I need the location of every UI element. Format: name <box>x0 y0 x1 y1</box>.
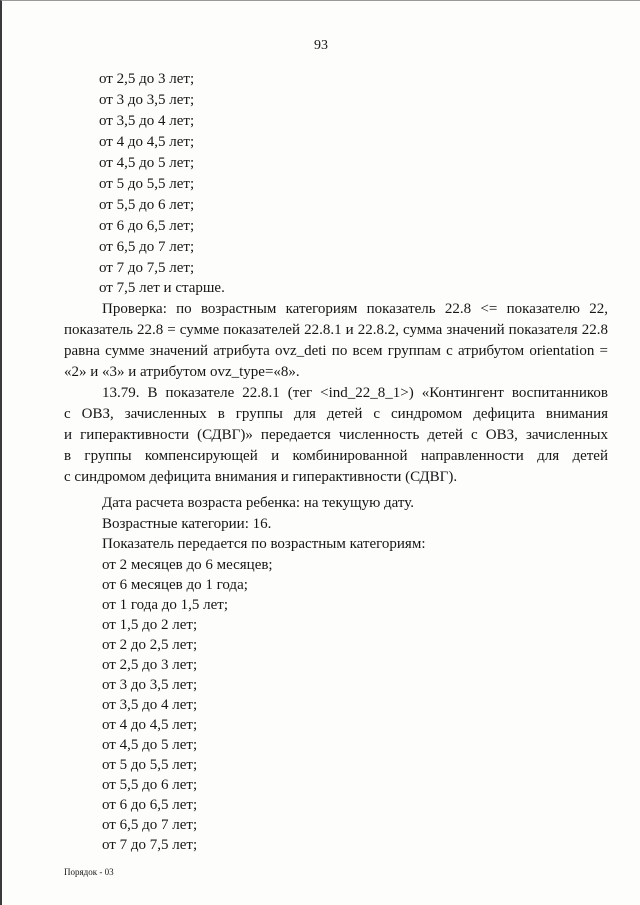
check-paragraph-line: равна сумме значений атрибута ovz_deti по всем группам с атрибутом orientation = <box>64 343 608 359</box>
list-item: от 3 до 3,5 лет; <box>99 92 195 108</box>
section-paragraph-line: и гиперактивности (СДВГ)» передается численность детей с ОВЗ, зачисленных <box>64 427 608 443</box>
list-item: от 2 до 2,5 лет; <box>102 637 198 653</box>
section-paragraph-line: в группы компенсирующей и комбинированной направленности для детей <box>64 448 608 464</box>
list-item: от 3 до 3,5 лет; <box>102 677 198 693</box>
calc-date-line: Дата расчета возраста ребенка: на текущую дату. <box>102 495 415 511</box>
list-item: от 4 до 4,5 лет; <box>99 134 195 150</box>
list-item: от 5,5 до 6 лет; <box>99 197 195 213</box>
list-item: от 1,5 до 2 лет; <box>102 617 198 633</box>
list-item: от 7 до 7,5 лет; <box>99 260 195 276</box>
list-item: от 3,5 до 4 лет; <box>99 113 195 129</box>
list-item: от 6,5 до 7 лет; <box>102 817 198 833</box>
list-item: от 6,5 до 7 лет; <box>99 239 195 255</box>
check-paragraph-line: «2» и «3» и атрибутом ovz_type=«8». <box>64 364 300 380</box>
list-item: от 4,5 до 5 лет; <box>99 155 195 171</box>
section-paragraph-line: с синдромом дефицита внимания и гиперактивности (СДВГ). <box>64 469 458 485</box>
by-age-line: Показатель передается по возрастным категориям: <box>102 536 426 552</box>
footer-text: Порядок - 03 <box>64 867 114 877</box>
list-item: от 2 месяцев до 6 месяцев; <box>102 557 273 573</box>
list-item: от 5 до 5,5 лет; <box>99 176 195 192</box>
list-item: от 7,5 лет и старше. <box>99 280 225 296</box>
list-item: от 1 года до 1,5 лет; <box>102 597 228 613</box>
list-item: от 4,5 до 5 лет; <box>102 737 198 753</box>
check-paragraph-line: показатель 22.8 = сумме показателей 22.8.1 и 22.8.2, сумма значений показателя 22.8 <box>64 322 608 338</box>
check-paragraph-line: Проверка: по возрастным категориям показатель 22.8 <= показателю 22, <box>102 301 608 317</box>
list-item: от 2,5 до 3 лет; <box>99 71 195 87</box>
page-number: 93 <box>314 38 328 53</box>
list-item: от 7 до 7,5 лет; <box>102 837 198 853</box>
list-item: от 6 до 6,5 лет; <box>99 218 195 234</box>
list-item: от 4 до 4,5 лет; <box>102 717 198 733</box>
section-paragraph-line: с ОВЗ, зачисленных в группы для детей с синдромом дефицита внимания <box>64 406 608 422</box>
list-item: от 3,5 до 4 лет; <box>102 697 198 713</box>
list-item: от 5 до 5,5 лет; <box>102 757 198 773</box>
section-paragraph-line: 13.79. В показателе 22.8.1 (тег <ind_22_8_1>) «Контингент воспитанников <box>102 385 608 401</box>
age-categories-line: Возрастные категории: 16. <box>102 516 272 532</box>
list-item: от 2,5 до 3 лет; <box>102 657 198 673</box>
list-item: от 6 месяцев до 1 года; <box>102 577 248 593</box>
list-item: от 5,5 до 6 лет; <box>102 777 198 793</box>
list-item: от 6 до 6,5 лет; <box>102 797 198 813</box>
